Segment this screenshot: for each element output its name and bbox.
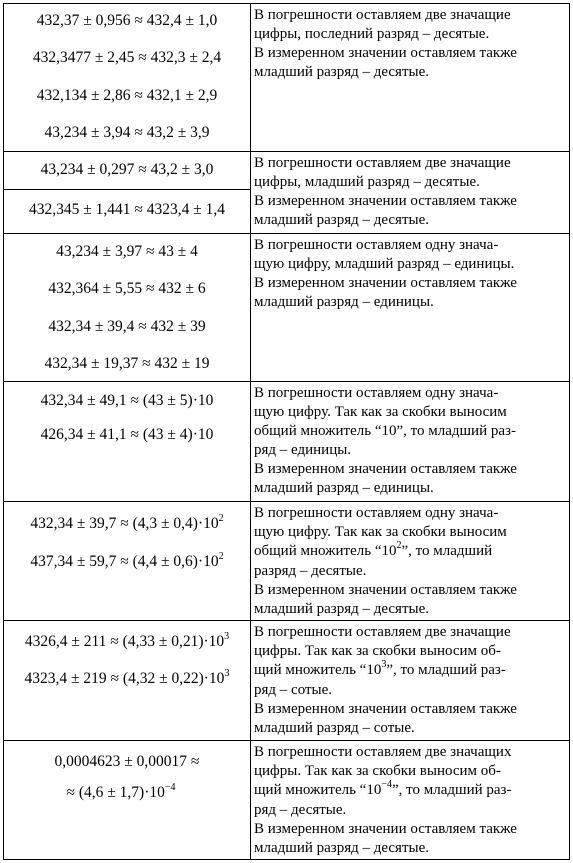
equation: 426,34 ± 41,1 ≈ (43 ± 4)·10 bbox=[40, 426, 214, 443]
table-row bbox=[4, 502, 569, 621]
text-line: ряд – десятые. bbox=[254, 802, 347, 818]
explanation-cell bbox=[254, 6, 566, 82]
equation: 432,34 ± 49,1 ≈ (43 ± 5)·10 bbox=[40, 392, 214, 409]
table-row bbox=[4, 234, 569, 382]
text-line: В погрешности оставляем две значащих bbox=[254, 744, 512, 760]
exponent: −4 bbox=[164, 782, 176, 793]
text-line: В измеренном значении оставляем также bbox=[254, 275, 517, 291]
text-line: младший разряд – десятые. bbox=[254, 64, 429, 80]
equation: 432,37 ± 0,956 ≈ 432,4 ± 1,0 bbox=[36, 12, 218, 29]
equation: 43,234 ± 0,297 ≈ 43,2 ± 3,0 bbox=[40, 161, 214, 178]
text-line: щий множитель “$10^3$”, то младший раз- bbox=[254, 659, 506, 678]
rounding-rules-table bbox=[3, 3, 570, 860]
equation: $437,34 \pm 59,7 \approx (4,4 \pm 0,6)\cdot 10^2$ bbox=[30, 551, 224, 570]
explanation-cell bbox=[254, 154, 566, 230]
text-line: В измеренном значении оставляем также bbox=[254, 701, 517, 717]
text-line: общий множитель “$10^2$”, то младший bbox=[254, 540, 493, 559]
exponent: −4 bbox=[381, 779, 392, 790]
text-line: младший разряд – единицы. bbox=[254, 294, 434, 310]
table-row bbox=[4, 4, 569, 152]
text-line: В погрешности оставляем две значащие bbox=[254, 624, 511, 640]
equation: 432,3477 ± 2,45 ≈ 432,3 ± 2,4 bbox=[32, 49, 222, 66]
explanation-cell bbox=[254, 623, 566, 738]
text-line: щую цифру, младший разряд – единицы. bbox=[254, 256, 515, 272]
text-line: В измеренном значении оставляем также bbox=[254, 821, 517, 837]
table-row bbox=[4, 152, 569, 234]
explanation-cell bbox=[254, 384, 566, 498]
table-row bbox=[4, 382, 569, 502]
text-line: щую цифру. Так как за скобки выносим bbox=[254, 404, 507, 420]
equation: ≈ $(4,6 \pm 1,7)\cdot 10^{-4}$ bbox=[66, 782, 176, 801]
equation: 432,345 ± 1,441 ≈ 4323,4 ± 1,4 bbox=[28, 201, 226, 218]
equation: 43,234 ± 3,94 ≈ 43,2 ± 3,9 bbox=[44, 124, 210, 141]
explanation-cell bbox=[254, 743, 566, 858]
text-line: В погрешности оставляем две значащие bbox=[254, 7, 511, 23]
exponent: 3 bbox=[381, 659, 387, 670]
text-line: цифры. Так как за скобки выносим об- bbox=[254, 763, 501, 779]
exponent: 2 bbox=[218, 513, 224, 524]
text-line: щую цифру. Так как за скобки выносим bbox=[254, 524, 507, 540]
cell-divider bbox=[4, 189, 250, 190]
text-line: младший разряд – десятые. bbox=[254, 212, 429, 228]
equation: 432,134 ± 2,86 ≈ 432,1 ± 2,9 bbox=[36, 87, 218, 104]
equation: 432,364 ± 5,55 ≈ 432 ± 6 bbox=[48, 280, 206, 297]
text-line: В измеренном значении оставляем также bbox=[254, 45, 517, 61]
table-row bbox=[4, 741, 569, 859]
text-line: младший разряд – десятые. bbox=[254, 601, 429, 617]
text-line: ряд – единицы. bbox=[254, 442, 352, 458]
exponent: 3 bbox=[224, 631, 230, 642]
equation: $4323,4 \pm 219 \approx (4,32 \pm 0,22)\cdot 10^3$ bbox=[24, 668, 230, 687]
equation: 43,234 ± 3,97 ≈ 43 ± 4 bbox=[56, 243, 198, 260]
text-line: В измеренном значении оставляем также bbox=[254, 193, 517, 209]
explanation-cell bbox=[254, 504, 566, 619]
exponent: 2 bbox=[396, 540, 402, 551]
text-line: В измеренном значении оставляем также bbox=[254, 461, 517, 477]
text-line: цифры. Так как за скобки выносим об- bbox=[254, 643, 501, 659]
equation: 432,34 ± 39,4 ≈ 432 ± 39 bbox=[48, 318, 206, 335]
exponent: 3 bbox=[224, 668, 230, 679]
table-row bbox=[4, 621, 569, 741]
text-line: младший разряд – десятые. bbox=[254, 840, 429, 856]
text-line: цифры, последний разряд – десятые. bbox=[254, 26, 490, 42]
equation: 432,34 ± 19,37 ≈ 432 ± 19 bbox=[44, 355, 210, 372]
equation: $432,34 \pm 39,7 \approx (4,3 \pm 0,4)\cdot 10^2$ bbox=[30, 513, 224, 532]
text-line: цифры, младший разряд – десятые. bbox=[254, 174, 480, 190]
text-line: В погрешности оставляем одну знача- bbox=[254, 505, 499, 521]
text-line: ряд – сотые. bbox=[254, 682, 333, 698]
explanation-cell bbox=[254, 236, 566, 312]
text-line: младший разряд – сотые. bbox=[254, 720, 415, 736]
text-line: В погрешности оставляем одну знача- bbox=[254, 237, 499, 253]
text-line: младший разряд – единицы. bbox=[254, 480, 434, 496]
equation: 0,0004623 ± 0,00017 ≈ bbox=[54, 753, 200, 770]
text-line: общий множитель “10”, то младший раз- bbox=[254, 423, 516, 439]
text-line: В измеренном значении оставляем также bbox=[254, 582, 517, 598]
text-line: В погрешности оставляем одну знача- bbox=[254, 385, 499, 401]
text-line: щий множитель “$10^{-4}$”, то младший раз- bbox=[254, 779, 512, 798]
exponent: 2 bbox=[218, 551, 224, 562]
text-line: разряд – десятые. bbox=[254, 563, 367, 579]
equation: $4326,4 \pm 211 \approx (4,33 \pm 0,21)\cdot 10^3$ bbox=[24, 631, 230, 650]
text-line: В погрешности оставляем две значащие bbox=[254, 155, 511, 171]
